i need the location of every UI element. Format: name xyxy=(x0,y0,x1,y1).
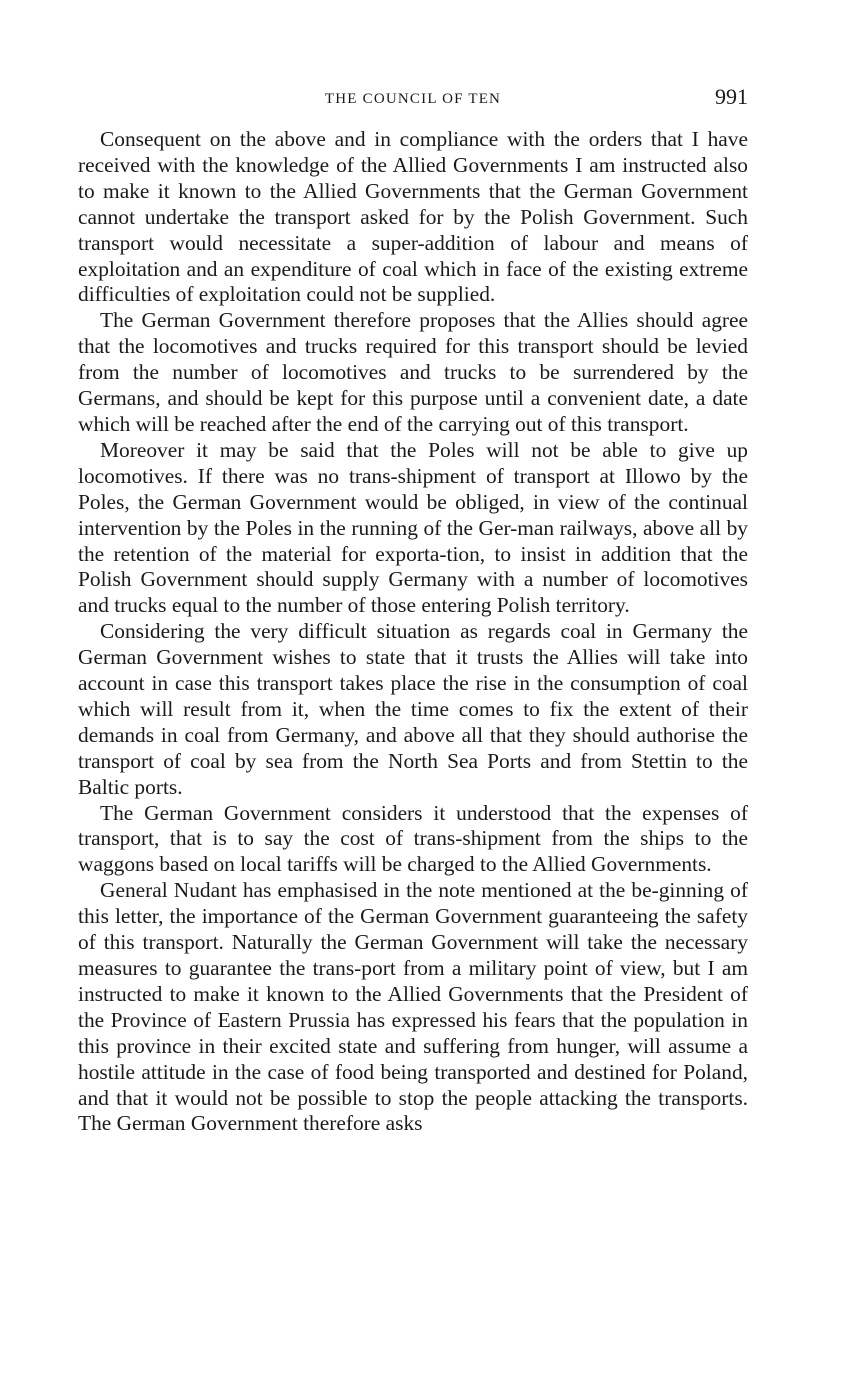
paragraph-5: The German Government considers it understood that the expenses of transport, that is to say the cost of trans-shipment from the ships to the waggons based on local tariffs will be charged to the Allied Governments. xyxy=(78,800,748,877)
running-head xyxy=(78,84,748,114)
paragraph-3: Moreover it may be said that the Poles will not be able to give up locomotives. If there was no trans-shipment of transport at Illowo by the Poles, the German Government would be obliged, in view of the continual intervention by the Poles in the running of the Ger-man railways, above all by the retention of the material for exporta-tion, to insist in addition that the Polish Government should supply Germany with a number of locomotives and trucks equal to the number of those entering Polish territory. xyxy=(78,437,748,618)
paragraph-4: Considering the very difficult situation as regards coal in Germany the German Government wishes to state that it trusts the Allies will take into account in case this transport takes place the rise in the consumption of coal which will result from it, when the time comes to fix the extent of their demands in coal from Germany, and above all that they should authorise the transport of coal by sea from the North Sea Ports and from Stettin to the Baltic ports. xyxy=(78,619,748,799)
page-number: 991 xyxy=(715,84,748,109)
paragraph-2: The German Government therefore proposes that the Allies should agree that the locomotives and trucks required for this transport should be levied from the number of locomotives and trucks to be surrendered by the Germans, and should be kept for this purpose until a convenient date, a date which will be reached after the end of the carrying out of this transport. xyxy=(78,308,748,436)
running-title: THE COUNCIL OF TEN xyxy=(324,91,502,107)
paragraph-1: Consequent on the above and in compliance with the orders that I have received with the knowledge of the Allied Governments I am instructed also to make it known to the Allied Governments that the German Government cannot undertake the transport asked for by the Polish Government. Such transport would necessitate a super-addition of labour and means of exploitation and an expenditure of coal which in face of the existing extreme difficulties of exploitation could not be supplied. xyxy=(78,127,748,307)
paragraph-6: General Nudant has emphasised in the note mentioned at the be-ginning of this letter, the importance of the German Government guaranteeing the safety of this transport. Naturally the German Government will take the necessary measures to guarantee the trans-port from a military point of view, but I am instructed to make it known to the Allied Governments that the President of the Province of Eastern Prussia has expressed his fears that the population in this province in their excited state and suffering from hunger, will assume a hostile attitude in the case of food being transported and destined for Poland, and that it would not be possible to stop the people attacking the transports. The German Government therefore asks xyxy=(78,878,748,1136)
body-text xyxy=(78,127,748,1137)
